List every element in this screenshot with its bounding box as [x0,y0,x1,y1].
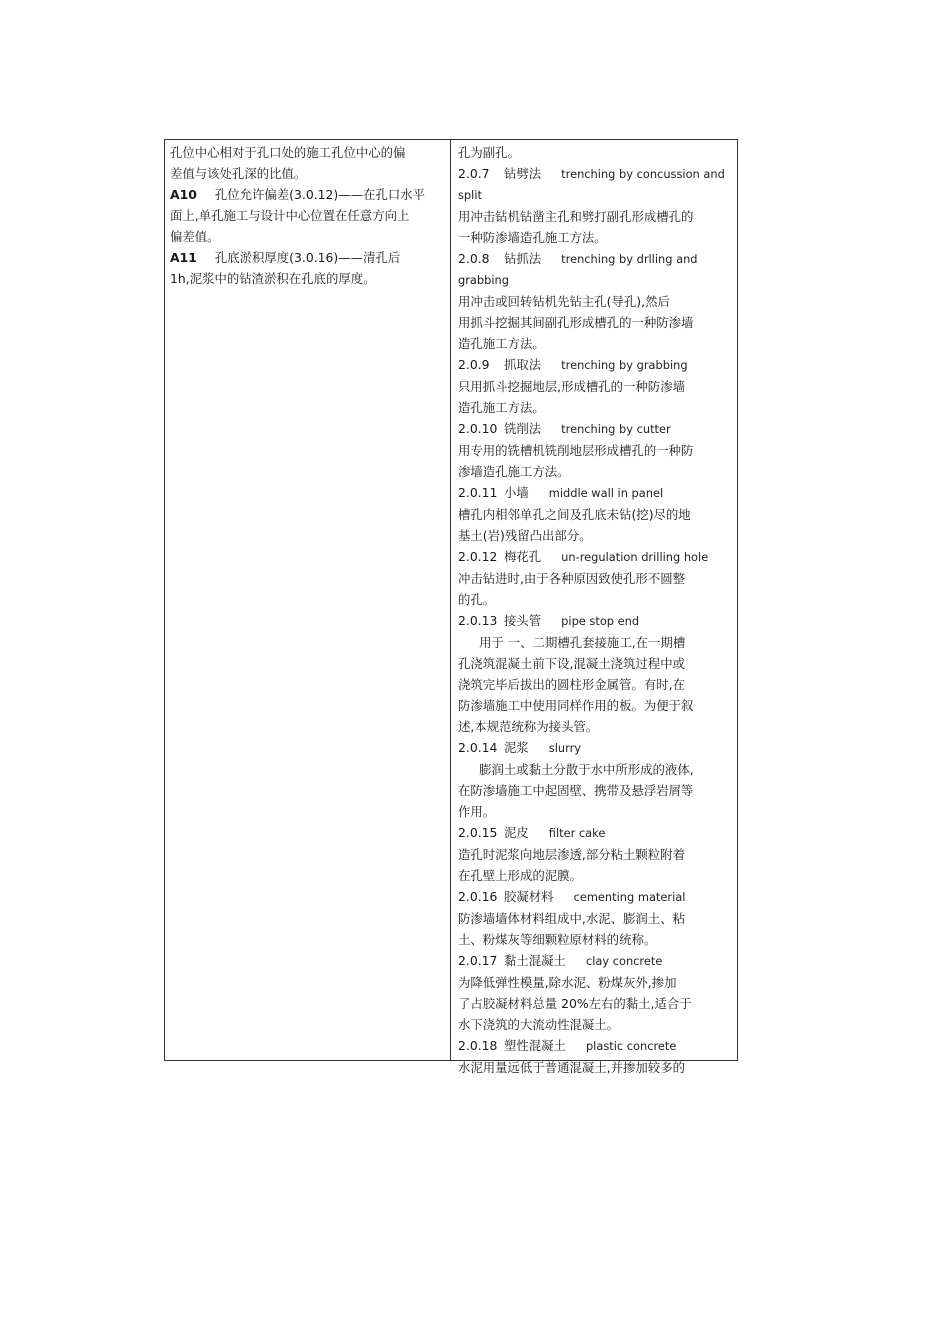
term-definition-line: 基土(岩)残留凸出部分。 [458,528,592,543]
term-chinese: 钻抓法 [504,251,542,266]
appendix-item-a10 [170,184,445,247]
term-english: un-regulation drilling hole [561,550,709,564]
term-entry [458,610,733,737]
term-definition-line: 在孔壁上形成的泥膜。 [458,868,582,883]
term-english: clay concrete [585,954,663,968]
term-chinese: 接头管 [504,613,542,628]
term-definition-line: 造孔时泥浆向地层渗透,部分粘土颗粒附着 [458,847,685,862]
term-chinese: 黏土混凝土 [504,953,566,968]
term-entry [458,354,733,418]
term-heading [458,950,733,972]
term-number: 2.0.11 [458,485,498,500]
text-line: 面上,单孔施工与设计中心位置在任意方向上 [170,208,410,223]
term-english: trenching by drlling and [561,252,698,266]
term-heading [458,737,733,759]
term-definition-line: 作用。 [458,804,496,819]
term-definition-line: 渗墙造孔施工方法。 [458,464,570,479]
text-line: 1h,泥浆中的钻渣淤积在孔底的厚度。 [170,271,376,286]
term-english: plastic concrete [585,1039,677,1053]
text-line: 偏差值。 [170,229,220,244]
term-english-continued: split [458,188,482,202]
term-english: slurry [548,741,582,755]
term-definition-line: 用专用的铣槽机铣削地层形成槽孔的一种防 [458,443,694,458]
term-chinese: 铣削法 [504,421,542,436]
term-entry [458,546,733,610]
two-column-table [164,139,738,1075]
item-first-line [170,184,445,205]
term-definition-line: 浇筑完毕后拔出的圆柱形金属管。有时,在 [458,677,685,692]
term-entry [458,1035,733,1078]
term-number: 2.0.9 [458,357,490,372]
term-chinese: 钻劈法 [504,166,542,181]
term-entry [458,418,733,482]
term-chinese: 小墙 [504,485,529,500]
term-definition-line: 造孔施工方法。 [458,400,545,415]
term-definition-line: 只用抓斗挖掘地层,形成槽孔的一种防渗墙 [458,379,685,394]
term-heading [458,354,733,376]
term-number: 2.0.12 [458,549,498,564]
term-english: trenching by grabbing [561,358,688,372]
term-entry [458,482,733,546]
term-definition-line: 孔浇筑混凝土前下设,混凝土浇筑过程中或 [458,656,685,671]
left-intro [170,142,445,184]
term-number: 2.0.14 [458,740,498,755]
text-line: 孔位中心相对于孔口处的施工孔位中心的偏 [170,145,406,160]
term-heading [458,482,733,504]
term-english: trenching by concussion and [561,167,725,181]
item-label: A11 [170,250,197,265]
term-heading [458,418,733,440]
term-entry [458,822,733,886]
item-text: 孔底淤积厚度(3.0.16)——清孔后 [214,250,401,265]
term-definition-line: 用冲击或回转钻机先钻主孔(导孔),然后 [458,294,670,309]
term-definition-line: 了占胶凝材料总量 20%左右的黏土,适合于 [458,996,692,1011]
term-number: 2.0.7 [458,166,490,181]
term-definition-line: 槽孔内相邻单孔之间及孔底未钻(挖)尽的地 [458,507,691,522]
term-english: cementing material [573,890,686,904]
term-english: middle wall in panel [548,486,664,500]
term-definition-line: 水泥用量远低于普通混凝土,并掺加较多的 [458,1060,685,1075]
appendix-item-a11 [170,247,445,289]
term-definition-line: 冲击钻进时,由于各种原因致使孔形不圆整 [458,571,685,586]
term-definition-line: 为降低弹性模量,除水泥、粉煤灰外,掺加 [458,975,677,990]
term-list [458,163,733,1078]
term-definition-line: 防渗墙墙体材料组成中,水泥、膨润土、粘 [458,911,685,926]
term-english: trenching by cutter [561,422,671,436]
left-column [165,140,451,1060]
term-number: 2.0.16 [458,889,498,904]
term-chinese: 泥皮 [504,825,529,840]
term-definition-line: 述,本规范统称为接头管。 [458,719,599,734]
term-definition-line: 的孔。 [458,592,496,607]
term-chinese: 胶凝材料 [504,889,554,904]
term-definition-line: 一种防渗墙造孔施工方法。 [458,230,607,245]
term-definition-line: 土、粉煤灰等细颗粒原材料的统称。 [458,932,657,947]
term-number: 2.0.10 [458,421,498,436]
term-number: 2.0.18 [458,1038,498,1053]
term-english: filter cake [548,826,606,840]
term-definition-line: 用于 一、二期槽孔套接施工,在一期槽 [479,635,686,650]
term-heading [458,886,733,908]
term-definition-line: 用冲击钻机钻凿主孔和劈打副孔形成槽孔的 [458,209,694,224]
term-number: 2.0.15 [458,825,498,840]
term-number: 2.0.8 [458,251,490,266]
term-definition-line: 用抓斗挖掘其间副孔形成槽孔的一种防渗墙 [458,315,694,330]
term-chinese: 梅花孔 [504,549,542,564]
term-number: 2.0.13 [458,613,498,628]
item-label: A10 [170,187,197,202]
item-first-line [170,247,445,268]
term-entry [458,163,733,248]
item-text: 孔位允许偏差(3.0.12)——在孔口水平 [214,187,426,202]
term-definition-line: 膨润土或黏土分散于水中所形成的液体, [479,762,694,777]
term-chinese: 抓取法 [504,357,542,372]
term-heading [458,610,733,632]
term-heading [458,822,733,844]
term-chinese: 塑性混凝土 [504,1038,566,1053]
term-definition-line: 造孔施工方法。 [458,336,545,351]
text-line: 差值与该处孔深的比值。 [170,166,307,181]
term-number: 2.0.17 [458,953,498,968]
term-heading [458,248,733,270]
term-definition-line: 在防渗墙施工中起固壁、携带及悬浮岩屑等 [458,783,694,798]
term-english-continued: grabbing [458,273,509,287]
term-entry [458,886,733,950]
term-english: pipe stop end [561,614,640,628]
term-heading [458,1035,733,1057]
term-definition-line: 水下浇筑的大流动性混凝土。 [458,1017,620,1032]
term-entry [458,950,733,1035]
term-heading [458,163,733,185]
term-definition-line: 防渗墙施工中使用同样作用的板。为便于叙 [458,698,694,713]
term-heading [458,546,733,568]
term-entry [458,737,733,822]
term-chinese: 泥浆 [504,740,529,755]
text-line: 孔为副孔。 [458,145,520,160]
term-entry [458,248,733,354]
right-column [451,140,737,1075]
